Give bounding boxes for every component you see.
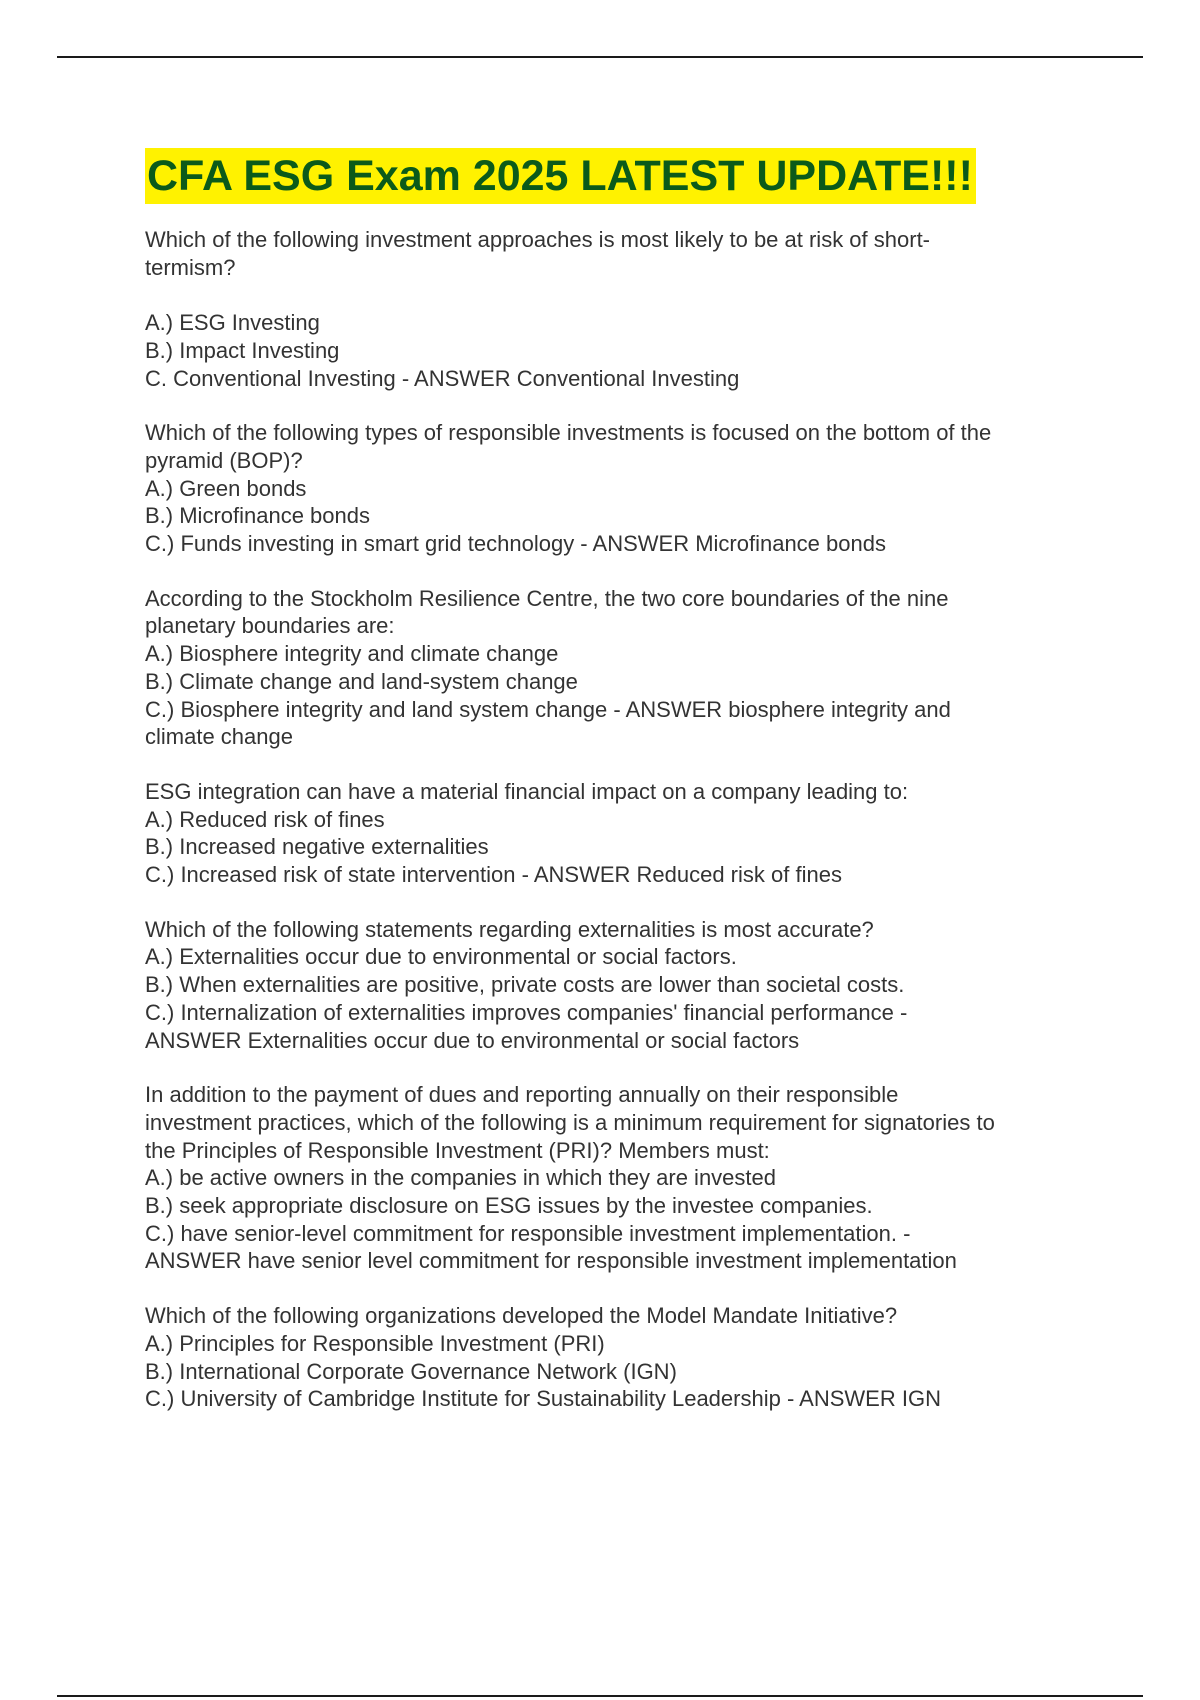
- header-rule: [57, 56, 1143, 58]
- question-text: termism?: [145, 254, 236, 280]
- question-text: pyramid (BOP)?: [145, 447, 303, 473]
- question-block: [145, 585, 1085, 751]
- question-text: investment practices, which of the following is a minimum requirement for signatories to: [145, 1109, 995, 1135]
- footer-rule: [57, 1695, 1143, 1697]
- answer-option: A.) Externalities occur due to environmental or social factors.: [145, 944, 737, 970]
- answer-option: B.) seek appropriate disclosure on ESG issues by the investee companies.: [145, 1193, 873, 1219]
- question-text: Which of the following statements regarding externalities is most accurate?: [145, 916, 874, 942]
- answer-option: B.) Impact Investing: [145, 337, 340, 363]
- answer-option: A.) Biosphere integrity and climate change: [145, 641, 559, 667]
- answer-option: C.) Funds investing in smart grid technology - ANSWER Microfinance bonds: [145, 531, 886, 557]
- question-block: [145, 1081, 1085, 1275]
- answer-option: A.) Reduced risk of fines: [145, 806, 385, 832]
- question-text: In addition to the payment of dues and reporting annually on their responsible: [145, 1082, 899, 1108]
- answer-option: C.) Internalization of externalities improves companies' financial performance -: [145, 999, 908, 1025]
- question-block: [145, 1302, 1085, 1413]
- document-body: [145, 148, 1085, 1440]
- question-text: ESG integration can have a material financial impact on a company leading to:: [145, 778, 909, 804]
- answer-option: ANSWER Externalities occur due to environmental or social factors: [145, 1027, 800, 1053]
- answer-option: C.) Biosphere integrity and land system change - ANSWER biosphere integrity and: [145, 696, 951, 722]
- answer-option: B.) Microfinance bonds: [145, 503, 370, 529]
- answer-option: C. Conventional Investing - ANSWER Conventional Investing: [145, 365, 740, 391]
- question-block: [145, 419, 1085, 558]
- question-text: Which of the following types of responsible investments is focused on the bottom of the: [145, 420, 992, 446]
- document-title: CFA ESG Exam 2025 LATEST UPDATE!!!: [145, 148, 976, 204]
- answer-option: C.) have senior-level commitment for responsible investment implementation. -: [145, 1220, 911, 1246]
- question-text: Which of the following organizations developed the Model Mandate Initiative?: [145, 1303, 898, 1329]
- answer-option: C.) Increased risk of state intervention - ANSWER Reduced risk of fines: [145, 862, 842, 888]
- answer-option: A.) Principles for Responsible Investment (PRI): [145, 1330, 605, 1356]
- question-text: the Principles of Responsible Investment (PRI)? Members must:: [145, 1137, 770, 1163]
- question-block: [145, 226, 1085, 392]
- answer-option: C.) University of Cambridge Institute for Sustainability Leadership - ANSWER IGN: [145, 1386, 941, 1412]
- question-text: planetary boundaries are:: [145, 613, 395, 639]
- question-block: [145, 778, 1085, 889]
- question-text: According to the Stockholm Resilience Centre, the two core boundaries of the nine: [145, 585, 949, 611]
- question-text: Which of the following investment approaches is most likely to be at risk of short-: [145, 227, 931, 252]
- answer-option: B.) Climate change and land-system change: [145, 668, 578, 694]
- question-block: [145, 916, 1085, 1055]
- answer-option: A.) be active owners in the companies in which they are invested: [145, 1165, 776, 1191]
- answer-option: ANSWER have senior level commitment for responsible investment implementation: [145, 1248, 957, 1274]
- answer-option: climate change: [145, 724, 293, 750]
- answer-option: B.) Increased negative externalities: [145, 834, 489, 860]
- answer-option: A.) Green bonds: [145, 475, 307, 501]
- answer-option: B.) When externalities are positive, private costs are lower than societal costs.: [145, 972, 905, 998]
- answer-option: B.) International Corporate Governance Network (IGN): [145, 1358, 677, 1384]
- spacer: [145, 281, 1085, 309]
- answer-option: A.) ESG Investing: [145, 310, 320, 336]
